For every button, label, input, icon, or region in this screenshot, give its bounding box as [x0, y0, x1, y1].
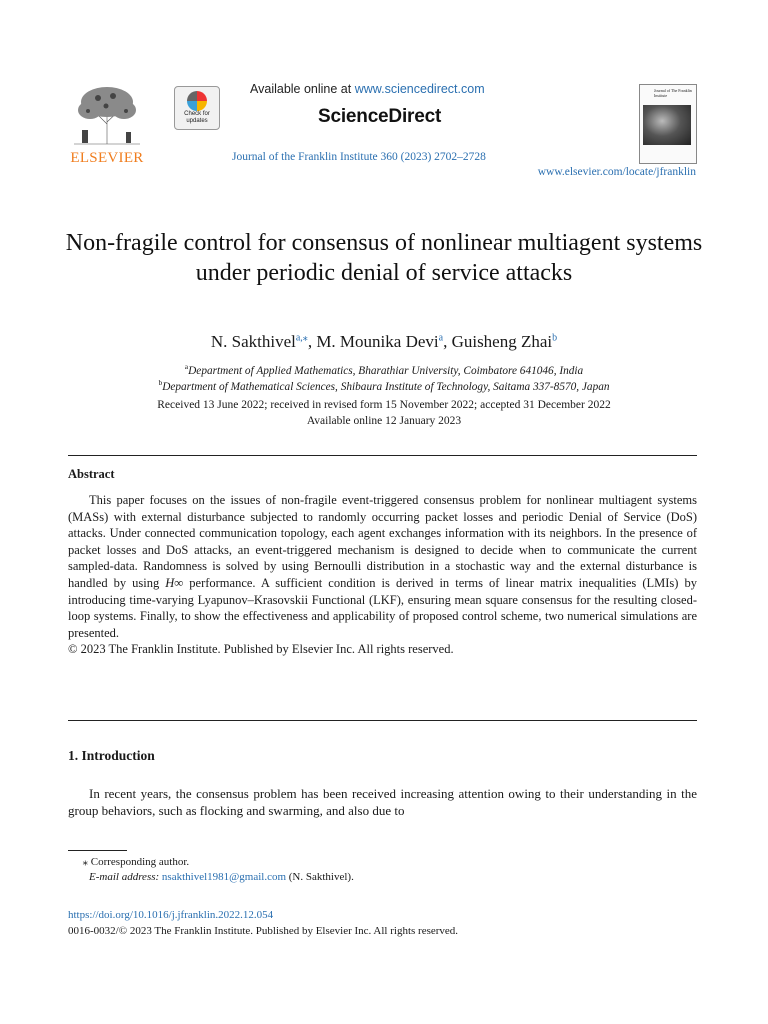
available-online-prefix: Available online at [250, 82, 355, 96]
journal-cover-thumbnail [639, 84, 697, 164]
author-name[interactable]: M. Mounika Devi [316, 332, 439, 351]
elsevier-wordmark: ELSEVIER [70, 150, 144, 166]
abstract-top-rule [68, 455, 697, 456]
elsevier-tree-icon [68, 84, 146, 146]
affiliation-marker: b [158, 378, 163, 387]
journal-cover-title: Journal of The Franklin Institute [654, 88, 692, 98]
introduction-body: In recent years, the consensus problem has been received increasing attention owing to their understanding in the group behaviors, such as flocking and swarming, and also due to [68, 786, 697, 818]
abstract-bottom-rule [68, 720, 697, 721]
affiliation-marker: a [184, 362, 189, 371]
corresponding-author-text: Corresponding author. [90, 856, 190, 868]
available-online-line [250, 82, 485, 96]
abstract-copyright: © 2023 The Franklin Institute. Published by Elsevier Inc. All rights reserved. [68, 642, 454, 657]
affiliation-b [60, 378, 708, 393]
corresponding-author-note [68, 855, 189, 868]
elsevier-logo [68, 84, 146, 166]
affiliation-a [60, 362, 708, 377]
email-note [89, 871, 354, 883]
author-email-link[interactable]: nsakthivel1981@gmail.com [161, 871, 287, 883]
issn-copyright: 0016-0032/© 2023 The Franklin Institute. Published by Elsevier Inc. All rights reserved. [68, 925, 459, 937]
sciencedirect-link[interactable]: www.sciencedirect.com [354, 82, 485, 96]
abstract-paragraph [68, 492, 697, 641]
affiliation-text: Department of Applied Mathematics, Bharathiar University, Coimbatore 641046, India [188, 364, 584, 377]
check-for-updates-label: Check for updates [184, 111, 210, 124]
paper-title: Non-fragile control for consensus of nonlinear multiagent systems under periodic denial of service attacks [65, 230, 703, 286]
author-affiliation-marker[interactable]: a [438, 332, 444, 344]
journal-homepage-link[interactable]: www.elsevier.com/locate/jfranklin [537, 166, 696, 178]
journal-cover-image [643, 105, 691, 145]
author-affiliation-marker[interactable]: b [552, 332, 558, 344]
email-label: E-mail address: [89, 871, 162, 883]
sciencedirect-brand: ScienceDirect [318, 106, 442, 127]
author-name[interactable]: Guisheng Zhai [451, 332, 553, 351]
introduction-heading: 1. Introduction [68, 748, 155, 763]
abstract-text-part2: performance. A sufficient condition is derived in terms of linear matrix inequalities (LMIs) by introducing time-varying Lyapunov–Krasovskii Functional (LKF), ensuring mean square consensus for the resulting closed-loop systems. Finally, to show the effectiveness and applicability of proposed control scheme, two numerical simulations are presented. [68, 575, 697, 640]
abstract-body [68, 492, 697, 658]
doi-link[interactable]: https://doi.org/10.1016/j.jfranklin.2022.12.054 [68, 909, 274, 921]
h-infinity-symbol: H∞ [165, 575, 184, 590]
footnote-marker: ⁎ [82, 856, 88, 868]
author-name[interactable]: N. Sakthivel [210, 332, 296, 351]
footnote-rule [68, 850, 127, 851]
author-affiliation-marker[interactable]: a,⁎ [295, 332, 308, 344]
affiliation-text: Department of Mathematical Sciences, Shibaura Institute of Technology, Saitama 337-8570, Japan [162, 380, 610, 393]
abstract-text-part1: This paper focuses on the issues of non-fragile event-triggered consensus problem for nonlinear multiagent systems (MASs) with external disturbance subjected to randomly occurring packet losses and periodic Denial of Service (DoS) attacks. Under connected communication topology, each agent exchanges information with its neighbors. In the presence of packet losses and DoS attacks, an event-triggered mechanism is designed to decide when to communicate the current sampled-data. Randomness is solved by using Bernoulli distribution in a stochastic way and the external disturbance is handled by using [68, 493, 697, 590]
email-owner: (N. Sakthivel). [286, 871, 354, 883]
abstract-heading: Abstract [68, 467, 115, 481]
check-for-updates-badge[interactable] [174, 86, 220, 130]
received-dates: Received 13 June 2022; received in revised form 15 November 2022; accepted 31 December 2022 [157, 399, 611, 411]
author-list: N. Sakthivel$^{a,⁎}$, M. Mounika Devi$^a$, Guisheng Zhai$^b$ [210, 332, 558, 351]
available-online-date: Available online 12 January 2023 [306, 415, 462, 427]
journal-citation-link[interactable]: Journal of the Franklin Institute 360 (2023) 2702–2728 [232, 151, 486, 163]
crossmark-icon [187, 91, 207, 111]
